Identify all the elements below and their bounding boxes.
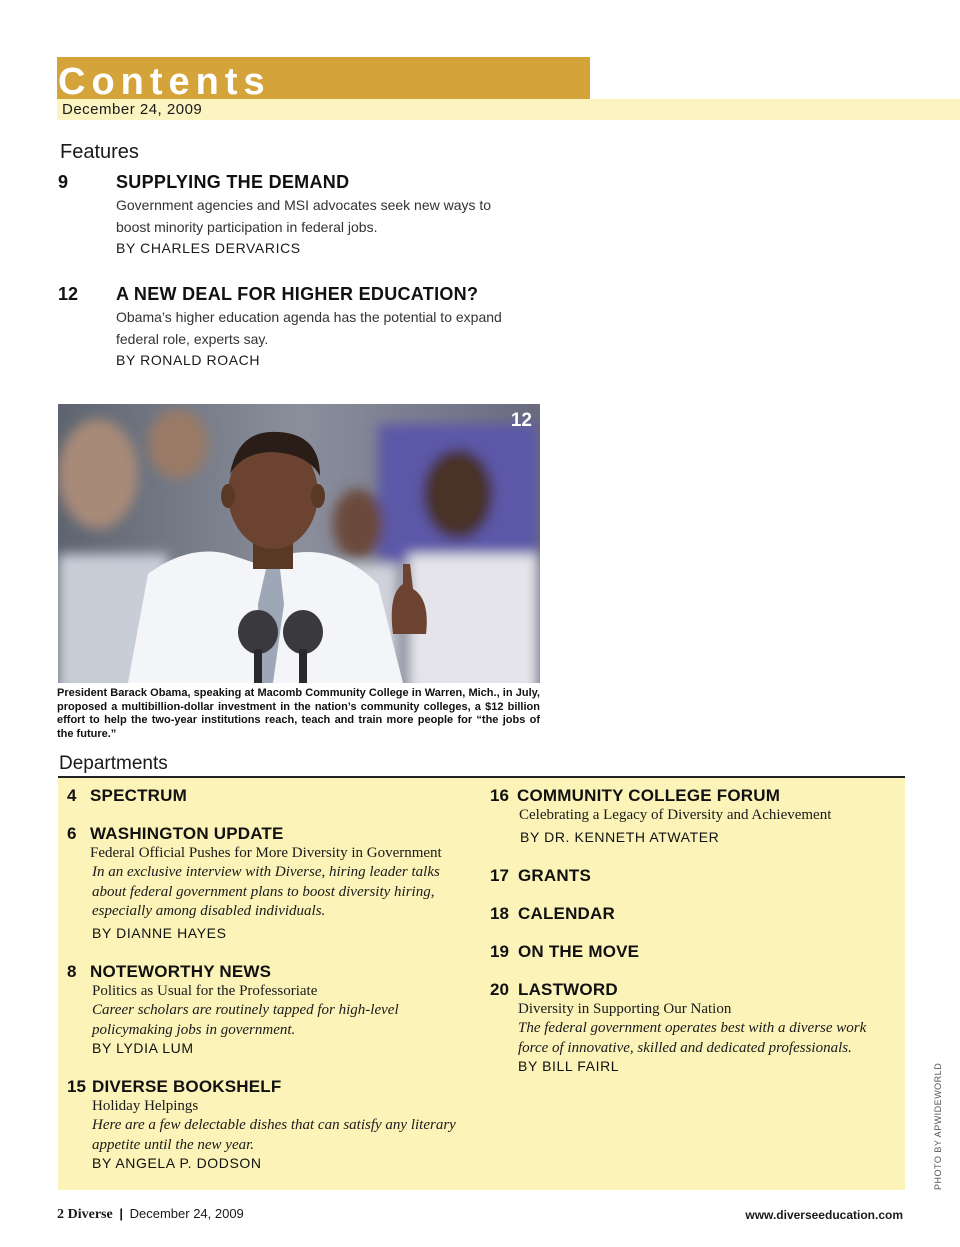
department-page-number: 8 xyxy=(67,962,77,981)
department-subtitle: Holiday Helpings xyxy=(92,1098,199,1114)
feature-item[interactable] xyxy=(58,283,558,373)
footer xyxy=(57,1206,244,1223)
footer-separator: | xyxy=(119,1206,123,1221)
department-page-number: 6 xyxy=(67,824,77,843)
department-byline: BY ANGELA P. DODSON xyxy=(92,1155,262,1171)
feature-item[interactable] xyxy=(58,171,558,261)
department-page-number: 4 xyxy=(67,786,77,805)
department-name[interactable]: GRANTS xyxy=(518,866,591,885)
department-byline: BY DR. KENNETH ATWATER xyxy=(520,829,720,845)
department-page-number: 19 xyxy=(490,942,509,961)
footer-page-number: 2 xyxy=(57,1207,64,1222)
department-item[interactable] xyxy=(490,865,890,887)
feature-title[interactable]: A NEW DEAL FOR HIGHER EDUCATION? xyxy=(116,284,479,304)
department-item[interactable] xyxy=(67,961,477,1061)
feature-byline: BY RONALD ROACH xyxy=(116,352,261,368)
department-name[interactable]: WASHINGTON UPDATE xyxy=(90,824,284,843)
department-subtitle: Celebrating a Legacy of Diversity and Achievement xyxy=(519,807,832,823)
department-byline: BY BILL FAIRL xyxy=(518,1058,620,1074)
department-name[interactable]: DIVERSE BOOKSHELF xyxy=(92,1077,282,1096)
department-page-number: 15 xyxy=(67,1077,86,1096)
footer-magazine-name: Diverse xyxy=(67,1207,113,1222)
feature-description: Government agencies and MSI advocates seek new ways to boost minority participation in federal jobs. xyxy=(116,197,492,235)
department-item[interactable] xyxy=(490,979,890,1079)
department-description: Here are a few delectable dishes that can satisfy any literary appetite until the new year. xyxy=(92,1117,456,1153)
obama-speaking-photo xyxy=(58,404,540,683)
feature-byline: BY CHARLES DERVARICS xyxy=(116,240,301,256)
features-heading: Features xyxy=(60,141,139,163)
department-name[interactable]: SPECTRUM xyxy=(90,786,187,805)
department-item[interactable] xyxy=(67,785,467,807)
department-page-number: 17 xyxy=(490,866,509,885)
department-subtitle: Federal Official Pushes for More Diversity in Government xyxy=(90,845,442,861)
department-name[interactable]: ON THE MOVE xyxy=(518,942,640,961)
feature-page-number: 9 xyxy=(58,172,69,192)
photo-caption: President Barack Obama, speaking at Macomb Community College in Warren, Mich., in July, proposed a multibillion-dollar investment in the nation’s community colleges, a $12 billion effort to help the two-year institutions reach, teach and train more people for “the jobs of the future.” xyxy=(57,687,540,740)
department-page-number: 18 xyxy=(490,904,509,923)
department-name[interactable]: NOTEWORTHY NEWS xyxy=(90,962,272,981)
department-subtitle: Diversity in Supporting Our Nation xyxy=(518,1001,732,1017)
department-description: The federal government operates best with a diverse work force of innovative, skilled and dedicated professionals. xyxy=(518,1020,867,1056)
footer-url-link[interactable]: www.diverseeducation.com xyxy=(745,1208,903,1222)
department-page-number: 16 xyxy=(490,786,509,805)
department-description: Career scholars are routinely tapped for high-level policymaking jobs in government. xyxy=(92,1002,399,1038)
department-item[interactable] xyxy=(490,941,890,963)
department-subtitle: Politics as Usual for the Professoriate xyxy=(92,983,318,999)
department-byline: BY DIANNE HAYES xyxy=(92,925,227,941)
department-item[interactable] xyxy=(67,1076,477,1176)
department-item[interactable] xyxy=(67,823,477,943)
department-name[interactable]: COMMUNITY COLLEGE FORUM xyxy=(517,786,781,805)
page-title: Contents xyxy=(58,61,271,103)
feature-photo[interactable] xyxy=(58,404,540,683)
department-page-number: 20 xyxy=(490,980,509,999)
photo-page-marker: 12 xyxy=(510,410,532,431)
photo-credit: PHOTO BY APWIDEWORLD xyxy=(933,1062,943,1190)
department-byline: BY LYDIA LUM xyxy=(92,1040,194,1056)
department-item[interactable] xyxy=(490,903,890,925)
departments-heading: Departments xyxy=(59,753,168,774)
feature-title[interactable]: SUPPLYING THE DEMAND xyxy=(116,172,350,192)
department-description: In an exclusive interview with Diverse, hiring leader talks about federal government plans to boost diversity hiring, especially among disabled individuals. xyxy=(92,864,440,919)
feature-description: Obama’s higher education agenda has the potential to expand federal role, experts say. xyxy=(116,309,502,347)
department-item[interactable] xyxy=(490,785,890,849)
footer-date: December 24, 2009 xyxy=(129,1206,244,1221)
department-name[interactable]: LASTWORD xyxy=(518,980,618,999)
feature-page-number: 12 xyxy=(58,284,79,304)
department-name[interactable]: CALENDAR xyxy=(518,904,615,923)
issue-date: December 24, 2009 xyxy=(62,101,203,118)
